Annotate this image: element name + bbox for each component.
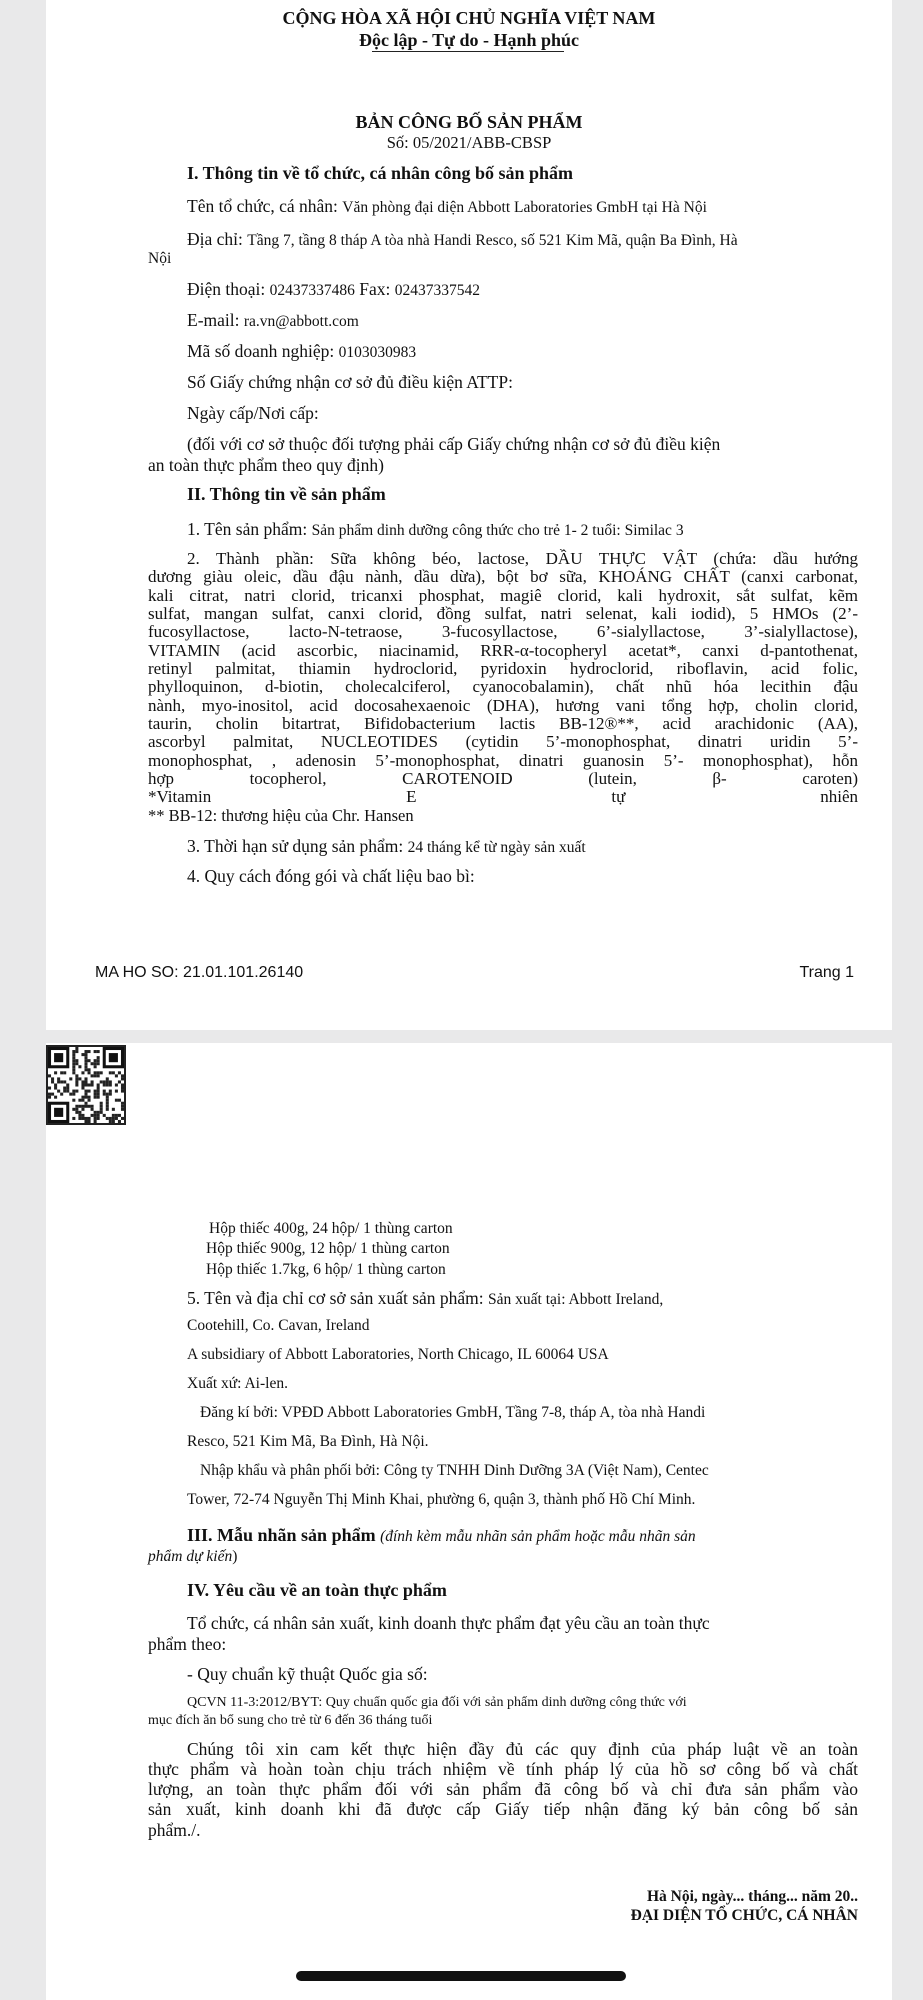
document-number: Số: 05/2021/ABB-CBSP [386, 133, 552, 152]
manufacturer-value: Sản xuất tại: Abbott Ireland, [488, 1291, 664, 1308]
qr-code-icon [48, 1047, 124, 1123]
ingredients-line: 2. Thành phần: Sữa không béo, lactose, DẦU THỰC VẬT (chứa: dầu hướng [187, 549, 858, 568]
section-3-note-cont: phẩm dự kiến) [148, 1548, 238, 1565]
phone-value: 02437337486 [269, 282, 355, 299]
commitment-line: lượng, an toàn thực phẩm đối với sản phẩm đã công bố và chỉ đưa sản phẩm vào [148, 1779, 858, 1799]
qr-code [46, 1045, 126, 1125]
phone-fax-row [187, 279, 480, 300]
ingredients-line: dương giàu oleic, dầu đậu nành, dầu dừa), bột bơ sữa, KHOÁNG CHẤT (canxi carbonat, [148, 567, 858, 586]
importer-line-2: Tower, 72-74 Nguyễn Thị Minh Khai, phường 6, quận 3, thành phố Hồ Chí Minh. [187, 1491, 696, 1508]
org-value: Văn phòng đại diện Abbott Laboratories GmbH tại Hà Nội [342, 199, 707, 216]
manufacturer-address: Cootehill, Co. Cavan, Ireland [187, 1317, 370, 1334]
ingredients-line: kali citrat, natri clorid, tricanxi phosphat, magiê clorid, kali hydroxit, sắt sulfat, kẽm [148, 586, 858, 605]
commitment-line: Chúng tôi xin cam kết thực hiện đầy đủ các quy định của pháp luật về an toàn [187, 1739, 858, 1759]
motto-underline [372, 51, 564, 52]
product-name-value: Sản phẩm dinh dưỡng công thức cho trẻ 1- 2 tuổi: Similac 3 [311, 522, 684, 539]
packaging-label: 4. Quy cách đóng gói và chất liệu bao bì: [187, 866, 475, 886]
ingredients-line: fucosyllactose, lacto-N-tetraose, 3-fucosyllactose, 6’-sialyllactose, 3’-sialyllactose), [148, 622, 858, 641]
commitment-line: sản xuất, kinh doanh khi đã được cấp Giấy tiếp nhận đăng ký bản công bố sản [148, 1799, 858, 1819]
address-continuation: Nội [148, 250, 172, 267]
registrant-line-2: Resco, 521 Kim Mã, Ba Đình, Hà Nội. [187, 1433, 429, 1450]
ingredients-line: phylloquinon, d-biotin, cholecalciferol, cyanocobalamin), chất nhũ hóa lecithin đậu [148, 677, 858, 696]
fax-label: Fax: [359, 279, 391, 299]
national-standard-label: - Quy chuẩn kỹ thuật Quốc gia số: [187, 1664, 428, 1684]
address-label: Địa chỉ: [187, 229, 243, 249]
section-3-heading-row [187, 1525, 696, 1546]
section-3-heading: III. Mẫu nhãn sản phẩm [187, 1525, 376, 1545]
ingredients-line: monophosphat, , adenosin 5’-monophosphat, dinatri guanosin 5’- monophosphat), hỗn [148, 751, 858, 770]
ingredients-line: retinyl palmitat, thiamin hydroclorid, pyridoxin hydroclorid, riboflavin, acid folic, [148, 659, 858, 678]
email-value: ra.vn@abbott.com [243, 313, 359, 330]
ingredients-line: nành, myo-inositol, acid docosahexaenoic (DHA), hương vani tổng hợp, cholin clorid, [148, 696, 858, 715]
org-name-row [187, 196, 707, 217]
manufacturer-parent: A subsidiary of Abbott Laboratories, North Chicago, IL 60064 USA [187, 1346, 609, 1363]
ingredients-line: sulfat, mangan sulfat, canxi clorid, đồng sulfat, natri selenat, kali iodid), 5 HMOs (2’- [148, 604, 858, 623]
product-name-row [187, 519, 684, 540]
email-row [187, 310, 359, 331]
qcvn-line-1: QCVN 11-3:2012/BYT: Quy chuẩn quốc gia đối với sản phẩm dinh dưỡng công thức với [187, 1695, 687, 1710]
email-label: E-mail: [187, 310, 240, 330]
safety-paragraph-line-1: Tổ chức, cá nhân sản xuất, kinh doanh thực phẩm đạt yêu cầu an toàn thực [187, 1613, 710, 1633]
document-title: BẢN CÔNG BỐ SẢN PHẨM [355, 112, 583, 132]
importer-line-1: Nhập khẩu và phân phối bởi: Công ty TNHH Dinh Dưỡng 3A (Việt Nam), Centec [200, 1462, 709, 1479]
ingredients-line: taurin, cholin bitartrat, Bifidobacterium lactis BB-12®**, acid arachidonic (AA), [148, 714, 858, 733]
fax-value: 02437337542 [394, 282, 480, 299]
tax-id-value: 0103030983 [338, 344, 417, 361]
document-page-2 [46, 1043, 892, 2000]
document-page-1 [46, 0, 892, 1030]
cert-note-line-1: (đối với cơ sở thuộc đối tượng phải cấp Giấy chứng nhận cơ sở đủ điều kiện [187, 434, 721, 454]
national-motto: Độc lập - Tự do - Hạnh phúc [358, 30, 580, 50]
ingredients-line: VITAMIN (acid ascorbic, niacinamid, RRR-α-tocopheryl acetat*, canxi d-pantothenat, [148, 641, 858, 660]
qcvn-line-2: mục đích ăn bổ sung cho trẻ từ 6 đến 36 tháng tuổi [148, 1713, 433, 1728]
page-number: Trang 1 [799, 964, 854, 981]
registrant-line-1: Đăng kí bởi: VPĐD Abbott Laboratories GmbH, Tầng 7-8, tháp A, tòa nhà Handi [200, 1404, 706, 1421]
manufacturer-label: 5. Tên và địa chỉ cơ sở sản xuất sản phẩm: [187, 1288, 484, 1308]
org-label: Tên tổ chức, cá nhân: [187, 196, 338, 216]
phone-label: Điện thoại: [187, 279, 266, 299]
address-value: Tầng 7, tầng 8 tháp A tòa nhà Handi Resco, số 521 Kim Mã, quận Ba Đình, Hà [247, 232, 738, 249]
food-safety-cert-label: Số Giấy chứng nhận cơ sở đủ điều kiện ATTP: [187, 372, 513, 392]
origin-line: Xuất xứ: Ai-len. [187, 1375, 288, 1392]
tax-id-label: Mã số doanh nghiệp: [187, 341, 335, 361]
shelf-life-row [187, 836, 586, 857]
ingredients-line: ascorbyl palmitat, NUCLEOTIDES (cytidin 5’-monophosphat, dinatri uridin 5’- [148, 732, 858, 751]
section-2-heading: II. Thông tin về sản phẩm [187, 484, 386, 504]
ingredients-footnote: ** BB-12: thương hiệu của Chr. Hansen [148, 806, 414, 825]
section-3-note: (đính kèm mẫu nhãn sản phẩm hoặc mẫu nhãn sản [380, 1528, 696, 1545]
shelf-life-value: 24 tháng kể từ ngày sản xuất [407, 839, 586, 856]
signature-title: ĐẠI DIỆN TỔ CHỨC, CÁ NHÂN [630, 1907, 858, 1924]
packaging-item: Hộp thiếc 900g, 12 hộp/ 1 thùng carton [206, 1240, 450, 1257]
commitment-last-line: phẩm./. [148, 1820, 201, 1840]
section-1-heading: I. Thông tin về tổ chức, cá nhân công bố sản phẩm [187, 163, 574, 183]
signature-date: Hà Nội, ngày... tháng... năm 20.. [646, 1888, 858, 1905]
safety-paragraph-line-2: phẩm theo: [148, 1634, 227, 1654]
manufacturer-row [187, 1288, 663, 1309]
issue-date-label: Ngày cấp/Nơi cấp: [187, 403, 319, 423]
ingredients-line: hợp tocopherol, CAROTENOID (lutein, β- caroten) [148, 769, 858, 788]
shelf-life-label: 3. Thời hạn sử dụng sản phẩm: [187, 836, 404, 856]
packaging-item: Hộp thiếc 1.7kg, 6 hộp/ 1 thùng carton [206, 1261, 446, 1278]
file-code: MA HO SO: 21.01.101.26140 [95, 964, 304, 981]
tax-id-row [187, 341, 416, 362]
cert-note-line-2: an toàn thực phẩm theo quy định) [148, 455, 384, 475]
national-title: CỘNG HÒA XÃ HỘI CHỦ NGHĨA VIỆT NAM [282, 8, 656, 28]
ingredients-line: *Vitamin E tự nhiên [148, 787, 858, 806]
commitment-line: thực phẩm và hoàn toàn chịu trách nhiệm về tính pháp lý của hồ sơ công bố và chất [148, 1759, 858, 1779]
product-name-label: 1. Tên sản phẩm: [187, 519, 308, 539]
home-indicator[interactable] [296, 1971, 626, 1981]
address-row [187, 229, 738, 250]
section-4-heading: IV. Yêu cầu về an toàn thực phẩm [187, 1580, 447, 1600]
packaging-item: Hộp thiếc 400g, 24 hộp/ 1 thùng carton [209, 1220, 453, 1237]
